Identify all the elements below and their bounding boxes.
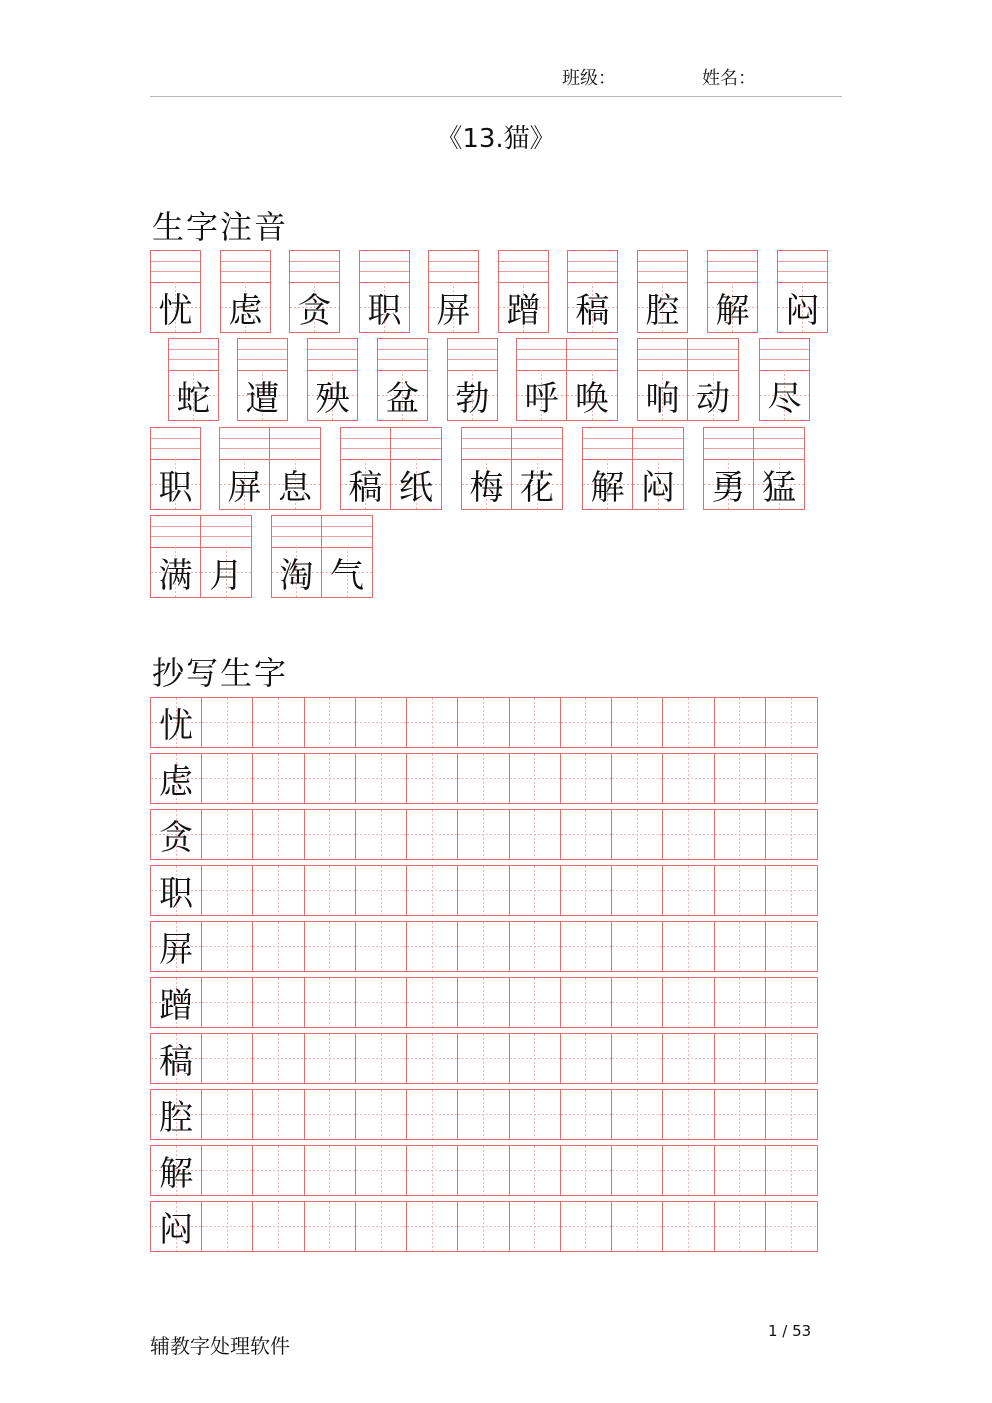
copy-grid: [150, 697, 818, 1257]
practice-square[interactable]: [561, 866, 612, 915]
practice-square[interactable]: [510, 698, 561, 747]
practice-square[interactable]: [766, 1090, 817, 1139]
practice-square[interactable]: [766, 1202, 817, 1251]
practice-square[interactable]: [356, 922, 407, 971]
practice-square[interactable]: [305, 978, 356, 1027]
practice-square[interactable]: [356, 698, 407, 747]
hanzi-character: 虑: [221, 282, 270, 332]
practice-square[interactable]: [305, 866, 356, 915]
practice-square[interactable]: [202, 978, 253, 1027]
practice-square[interactable]: [407, 1146, 458, 1195]
copy-row: [150, 865, 818, 916]
hanzi-character: 勃: [448, 370, 497, 420]
pinyin-lines[interactable]: [499, 251, 548, 283]
pinyin-word-box: [359, 250, 410, 333]
pinyin-cell: [237, 338, 288, 421]
practice-square[interactable]: [305, 1146, 356, 1195]
hanzi-character: 解: [583, 459, 632, 509]
practice-square[interactable]: [612, 698, 663, 747]
hanzi-character: 猛: [754, 459, 804, 509]
page-number: 1 / 53: [768, 1322, 812, 1340]
pinyin-lines[interactable]: [448, 339, 497, 371]
practice-square[interactable]: [356, 810, 407, 859]
practice-square[interactable]: [305, 1034, 356, 1083]
pinyin-word-box: [637, 250, 688, 333]
hanzi-character: 尽: [760, 370, 809, 420]
pinyin-lines[interactable]: [512, 428, 562, 460]
pinyin-word-box: [289, 250, 340, 333]
section-heading-pinyin: 生字注音: [152, 208, 289, 246]
hanzi-character: 遭: [238, 370, 287, 420]
practice-square[interactable]: [561, 978, 612, 1027]
copy-row: [150, 1089, 818, 1140]
practice-square[interactable]: [663, 810, 714, 859]
pinyin-lines[interactable]: [290, 251, 339, 283]
practice-square[interactable]: [407, 754, 458, 803]
pinyin-lines[interactable]: [151, 428, 200, 460]
practice-square[interactable]: [202, 754, 253, 803]
practice-square[interactable]: [458, 866, 509, 915]
pinyin-cell: [168, 338, 219, 421]
practice-square[interactable]: [458, 754, 509, 803]
pinyin-word-box: [307, 338, 358, 421]
practice-square[interactable]: [202, 698, 253, 747]
practice-square[interactable]: [356, 1034, 407, 1083]
practice-square[interactable]: [458, 1202, 509, 1251]
practice-square[interactable]: [612, 810, 663, 859]
practice-square[interactable]: [202, 810, 253, 859]
header-divider: [150, 96, 842, 97]
hanzi-character: 殃: [308, 370, 357, 420]
practice-square[interactable]: [663, 922, 714, 971]
pinyin-cell: [703, 427, 754, 510]
hanzi-character: 月: [201, 547, 251, 597]
pinyin-lines[interactable]: [308, 339, 357, 371]
copy-row: [150, 697, 818, 748]
model-character: 忧: [151, 698, 202, 747]
practice-square[interactable]: [356, 866, 407, 915]
practice-square[interactable]: [458, 698, 509, 747]
pinyin-cell: [754, 427, 805, 510]
hanzi-character: 梅: [462, 459, 511, 509]
practice-square[interactable]: [510, 810, 561, 859]
practice-square[interactable]: [356, 1146, 407, 1195]
copy-row: [150, 1145, 818, 1196]
model-character: 解: [151, 1146, 202, 1195]
pinyin-word-box: [498, 250, 549, 333]
pinyin-cell: [322, 515, 373, 598]
practice-square[interactable]: [253, 866, 304, 915]
practice-square[interactable]: [663, 978, 714, 1027]
pinyin-cell: [688, 338, 739, 421]
practice-square[interactable]: [407, 698, 458, 747]
practice-square[interactable]: [715, 1202, 766, 1251]
pinyin-lines[interactable]: [322, 516, 372, 548]
pinyin-lines[interactable]: [633, 428, 683, 460]
hanzi-character: 纸: [391, 459, 441, 509]
practice-square[interactable]: [612, 978, 663, 1027]
practice-square[interactable]: [766, 978, 817, 1027]
pinyin-lines[interactable]: [221, 251, 270, 283]
practice-square[interactable]: [766, 754, 817, 803]
pinyin-cell: [201, 515, 252, 598]
practice-square[interactable]: [356, 978, 407, 1027]
pinyin-lines[interactable]: [583, 428, 632, 460]
pinyin-lines[interactable]: [151, 251, 200, 283]
pinyin-lines[interactable]: [220, 428, 269, 460]
practice-square[interactable]: [715, 810, 766, 859]
pinyin-cell: [567, 338, 618, 421]
pinyin-cell: [220, 250, 271, 333]
hanzi-character: 淘: [272, 547, 321, 597]
pinyin-lines[interactable]: [238, 339, 287, 371]
hanzi-character: 勇: [704, 459, 753, 509]
pinyin-cell: [582, 427, 633, 510]
pinyin-word-box: [150, 427, 201, 510]
practice-square[interactable]: [356, 1090, 407, 1139]
practice-square[interactable]: [612, 922, 663, 971]
pinyin-lines[interactable]: [151, 516, 200, 548]
hanzi-character: 息: [270, 459, 320, 509]
model-character: 职: [151, 866, 202, 915]
pinyin-word-box: [582, 427, 684, 510]
practice-square[interactable]: [458, 1034, 509, 1083]
practice-square[interactable]: [766, 810, 817, 859]
name-label: 姓名：: [702, 68, 756, 89]
practice-square[interactable]: [561, 810, 612, 859]
pinyin-cell: [637, 250, 688, 333]
practice-square[interactable]: [510, 1202, 561, 1251]
practice-square[interactable]: [766, 1146, 817, 1195]
practice-square[interactable]: [612, 1090, 663, 1139]
practice-square[interactable]: [253, 1090, 304, 1139]
pinyin-lines[interactable]: [638, 251, 687, 283]
pinyin-word-box: [707, 250, 758, 333]
practice-square[interactable]: [253, 754, 304, 803]
page-title: 《13.猫》: [436, 124, 556, 154]
pinyin-lines[interactable]: [429, 251, 478, 283]
hanzi-character: 呼: [517, 370, 566, 420]
pinyin-word-box: [637, 338, 739, 421]
hanzi-character: 闷: [778, 282, 827, 332]
practice-square[interactable]: [561, 1146, 612, 1195]
practice-square[interactable]: [663, 754, 714, 803]
practice-square[interactable]: [663, 1034, 714, 1083]
practice-square[interactable]: [407, 922, 458, 971]
practice-square[interactable]: [253, 698, 304, 747]
pinyin-cell: [461, 427, 512, 510]
practice-square[interactable]: [458, 1090, 509, 1139]
hanzi-character: 忧: [151, 282, 200, 332]
hanzi-character: 花: [512, 459, 562, 509]
practice-square[interactable]: [253, 978, 304, 1027]
practice-square[interactable]: [407, 1034, 458, 1083]
software-name: 辅教字处理软件: [150, 1334, 290, 1358]
practice-square[interactable]: [253, 1034, 304, 1083]
practice-square[interactable]: [766, 1034, 817, 1083]
practice-square[interactable]: [458, 922, 509, 971]
pinyin-word-box: [516, 338, 618, 421]
pinyin-lines[interactable]: [391, 428, 441, 460]
practice-square[interactable]: [766, 866, 817, 915]
pinyin-cell: [340, 427, 391, 510]
practice-square[interactable]: [202, 1202, 253, 1251]
practice-square[interactable]: [407, 978, 458, 1027]
pinyin-cell: [567, 250, 618, 333]
practice-square[interactable]: [612, 1146, 663, 1195]
pinyin-lines[interactable]: [462, 428, 511, 460]
practice-square[interactable]: [612, 1202, 663, 1251]
pinyin-cell: [777, 250, 828, 333]
practice-square[interactable]: [715, 978, 766, 1027]
practice-square[interactable]: [253, 810, 304, 859]
pinyin-word-box: [777, 250, 828, 333]
practice-square[interactable]: [305, 754, 356, 803]
practice-square[interactable]: [561, 1090, 612, 1139]
pinyin-word-box: [447, 338, 498, 421]
pinyin-lines[interactable]: [270, 428, 320, 460]
practice-square[interactable]: [663, 1146, 714, 1195]
pinyin-lines[interactable]: [201, 516, 251, 548]
model-character: 稿: [151, 1034, 202, 1083]
pinyin-lines[interactable]: [567, 339, 617, 371]
practice-square[interactable]: [253, 922, 304, 971]
practice-square[interactable]: [715, 698, 766, 747]
pinyin-lines[interactable]: [517, 339, 566, 371]
practice-square[interactable]: [663, 698, 714, 747]
copy-row: [150, 921, 818, 972]
practice-square[interactable]: [561, 1202, 612, 1251]
pinyin-lines[interactable]: [688, 339, 738, 371]
pinyin-word-box: [340, 427, 442, 510]
model-character: 贪: [151, 810, 202, 859]
pinyin-cell: [289, 250, 340, 333]
hanzi-character: 响: [638, 370, 687, 420]
pinyin-cell: [447, 338, 498, 421]
practice-square[interactable]: [407, 1202, 458, 1251]
practice-square[interactable]: [766, 698, 817, 747]
pinyin-cell: [391, 427, 442, 510]
practice-square[interactable]: [612, 754, 663, 803]
pinyin-word-box: [461, 427, 563, 510]
practice-square[interactable]: [510, 922, 561, 971]
pinyin-lines[interactable]: [169, 339, 218, 371]
practice-square[interactable]: [407, 866, 458, 915]
practice-square[interactable]: [715, 1090, 766, 1139]
practice-square[interactable]: [253, 1202, 304, 1251]
copy-row: [150, 753, 818, 804]
pinyin-word-box: [168, 338, 219, 421]
copy-row: [150, 809, 818, 860]
model-character: 屏: [151, 922, 202, 971]
hanzi-character: 满: [151, 547, 200, 597]
pinyin-lines[interactable]: [272, 516, 321, 548]
class-label: 班级：: [562, 68, 616, 89]
pinyin-word-box: [271, 515, 373, 598]
practice-square[interactable]: [305, 1090, 356, 1139]
practice-square[interactable]: [663, 1090, 714, 1139]
copy-row: [150, 1033, 818, 1084]
pinyin-word-box: [150, 515, 252, 598]
pinyin-cell: [150, 515, 201, 598]
hanzi-character: 动: [688, 370, 738, 420]
practice-square[interactable]: [612, 1034, 663, 1083]
practice-square[interactable]: [202, 1146, 253, 1195]
practice-square[interactable]: [305, 922, 356, 971]
copy-row: [150, 1201, 818, 1252]
practice-square[interactable]: [202, 922, 253, 971]
pinyin-word-box: [377, 338, 428, 421]
hanzi-character: 蛇: [169, 370, 218, 420]
pinyin-word-box: [567, 250, 618, 333]
practice-square[interactable]: [715, 1034, 766, 1083]
hanzi-character: 职: [151, 459, 200, 509]
model-character: 腔: [151, 1090, 202, 1139]
practice-square[interactable]: [561, 698, 612, 747]
pinyin-lines[interactable]: [360, 251, 409, 283]
practice-square[interactable]: [715, 922, 766, 971]
pinyin-cell: [633, 427, 684, 510]
practice-square[interactable]: [253, 1146, 304, 1195]
hanzi-character: 职: [360, 282, 409, 332]
hanzi-character: 稿: [568, 282, 617, 332]
pinyin-lines[interactable]: [778, 251, 827, 283]
hanzi-character: 唤: [567, 370, 617, 420]
hanzi-character: 腔: [638, 282, 687, 332]
practice-square[interactable]: [510, 1090, 561, 1139]
pinyin-lines[interactable]: [754, 428, 804, 460]
pinyin-lines[interactable]: [760, 339, 809, 371]
practice-square[interactable]: [202, 1090, 253, 1139]
pinyin-cell: [759, 338, 810, 421]
pinyin-word-box: [150, 250, 201, 333]
practice-square[interactable]: [663, 866, 714, 915]
pinyin-word-box: [428, 250, 479, 333]
practice-square[interactable]: [561, 922, 612, 971]
pinyin-lines[interactable]: [704, 428, 753, 460]
practice-square[interactable]: [561, 754, 612, 803]
hanzi-character: 盆: [378, 370, 427, 420]
hanzi-character: 屏: [429, 282, 478, 332]
pinyin-cell: [150, 427, 201, 510]
practice-square[interactable]: [356, 754, 407, 803]
pinyin-cell: [512, 427, 563, 510]
pinyin-lines[interactable]: [638, 339, 687, 371]
practice-square[interactable]: [510, 866, 561, 915]
pinyin-cell: [270, 427, 321, 510]
practice-square[interactable]: [715, 1146, 766, 1195]
practice-square[interactable]: [612, 866, 663, 915]
practice-square[interactable]: [766, 922, 817, 971]
pinyin-cell: [219, 427, 270, 510]
practice-square[interactable]: [356, 1202, 407, 1251]
practice-square[interactable]: [407, 810, 458, 859]
pinyin-lines[interactable]: [708, 251, 757, 283]
pinyin-cell: [377, 338, 428, 421]
practice-square[interactable]: [510, 1146, 561, 1195]
hanzi-character: 解: [708, 282, 757, 332]
practice-square[interactable]: [561, 1034, 612, 1083]
hanzi-character: 屏: [220, 459, 269, 509]
practice-square[interactable]: [663, 1202, 714, 1251]
pinyin-word-box: [220, 250, 271, 333]
pinyin-cell: [516, 338, 567, 421]
practice-square[interactable]: [510, 1034, 561, 1083]
copy-row: [150, 977, 818, 1028]
pinyin-cell: [707, 250, 758, 333]
practice-square[interactable]: [458, 1146, 509, 1195]
practice-square[interactable]: [305, 698, 356, 747]
pinyin-word-box: [219, 427, 321, 510]
pinyin-word-box: [237, 338, 288, 421]
hanzi-character: 闷: [633, 459, 683, 509]
practice-square[interactable]: [202, 866, 253, 915]
pinyin-word-box: [703, 427, 805, 510]
pinyin-cell: [428, 250, 479, 333]
model-character: 闷: [151, 1202, 202, 1251]
pinyin-lines[interactable]: [341, 428, 390, 460]
practice-square[interactable]: [458, 978, 509, 1027]
practice-square[interactable]: [458, 810, 509, 859]
practice-square[interactable]: [305, 810, 356, 859]
model-character: 虑: [151, 754, 202, 803]
practice-square[interactable]: [715, 754, 766, 803]
pinyin-cell: [307, 338, 358, 421]
hanzi-character: 蹭: [499, 282, 548, 332]
hanzi-character: 稿: [341, 459, 390, 509]
hanzi-character: 气: [322, 547, 372, 597]
pinyin-cell: [271, 515, 322, 598]
practice-square[interactable]: [407, 1090, 458, 1139]
practice-square[interactable]: [510, 754, 561, 803]
pinyin-word-box: [759, 338, 810, 421]
pinyin-cell: [150, 250, 201, 333]
pinyin-cell: [498, 250, 549, 333]
pinyin-cell: [637, 338, 688, 421]
section-heading-copy: 抄写生字: [152, 654, 289, 692]
practice-square[interactable]: [202, 1034, 253, 1083]
practice-square[interactable]: [715, 866, 766, 915]
hanzi-character: 贪: [290, 282, 339, 332]
practice-square[interactable]: [510, 978, 561, 1027]
pinyin-cell: [359, 250, 410, 333]
practice-square[interactable]: [305, 1202, 356, 1251]
pinyin-lines[interactable]: [568, 251, 617, 283]
model-character: 蹭: [151, 978, 202, 1027]
pinyin-lines[interactable]: [378, 339, 427, 371]
